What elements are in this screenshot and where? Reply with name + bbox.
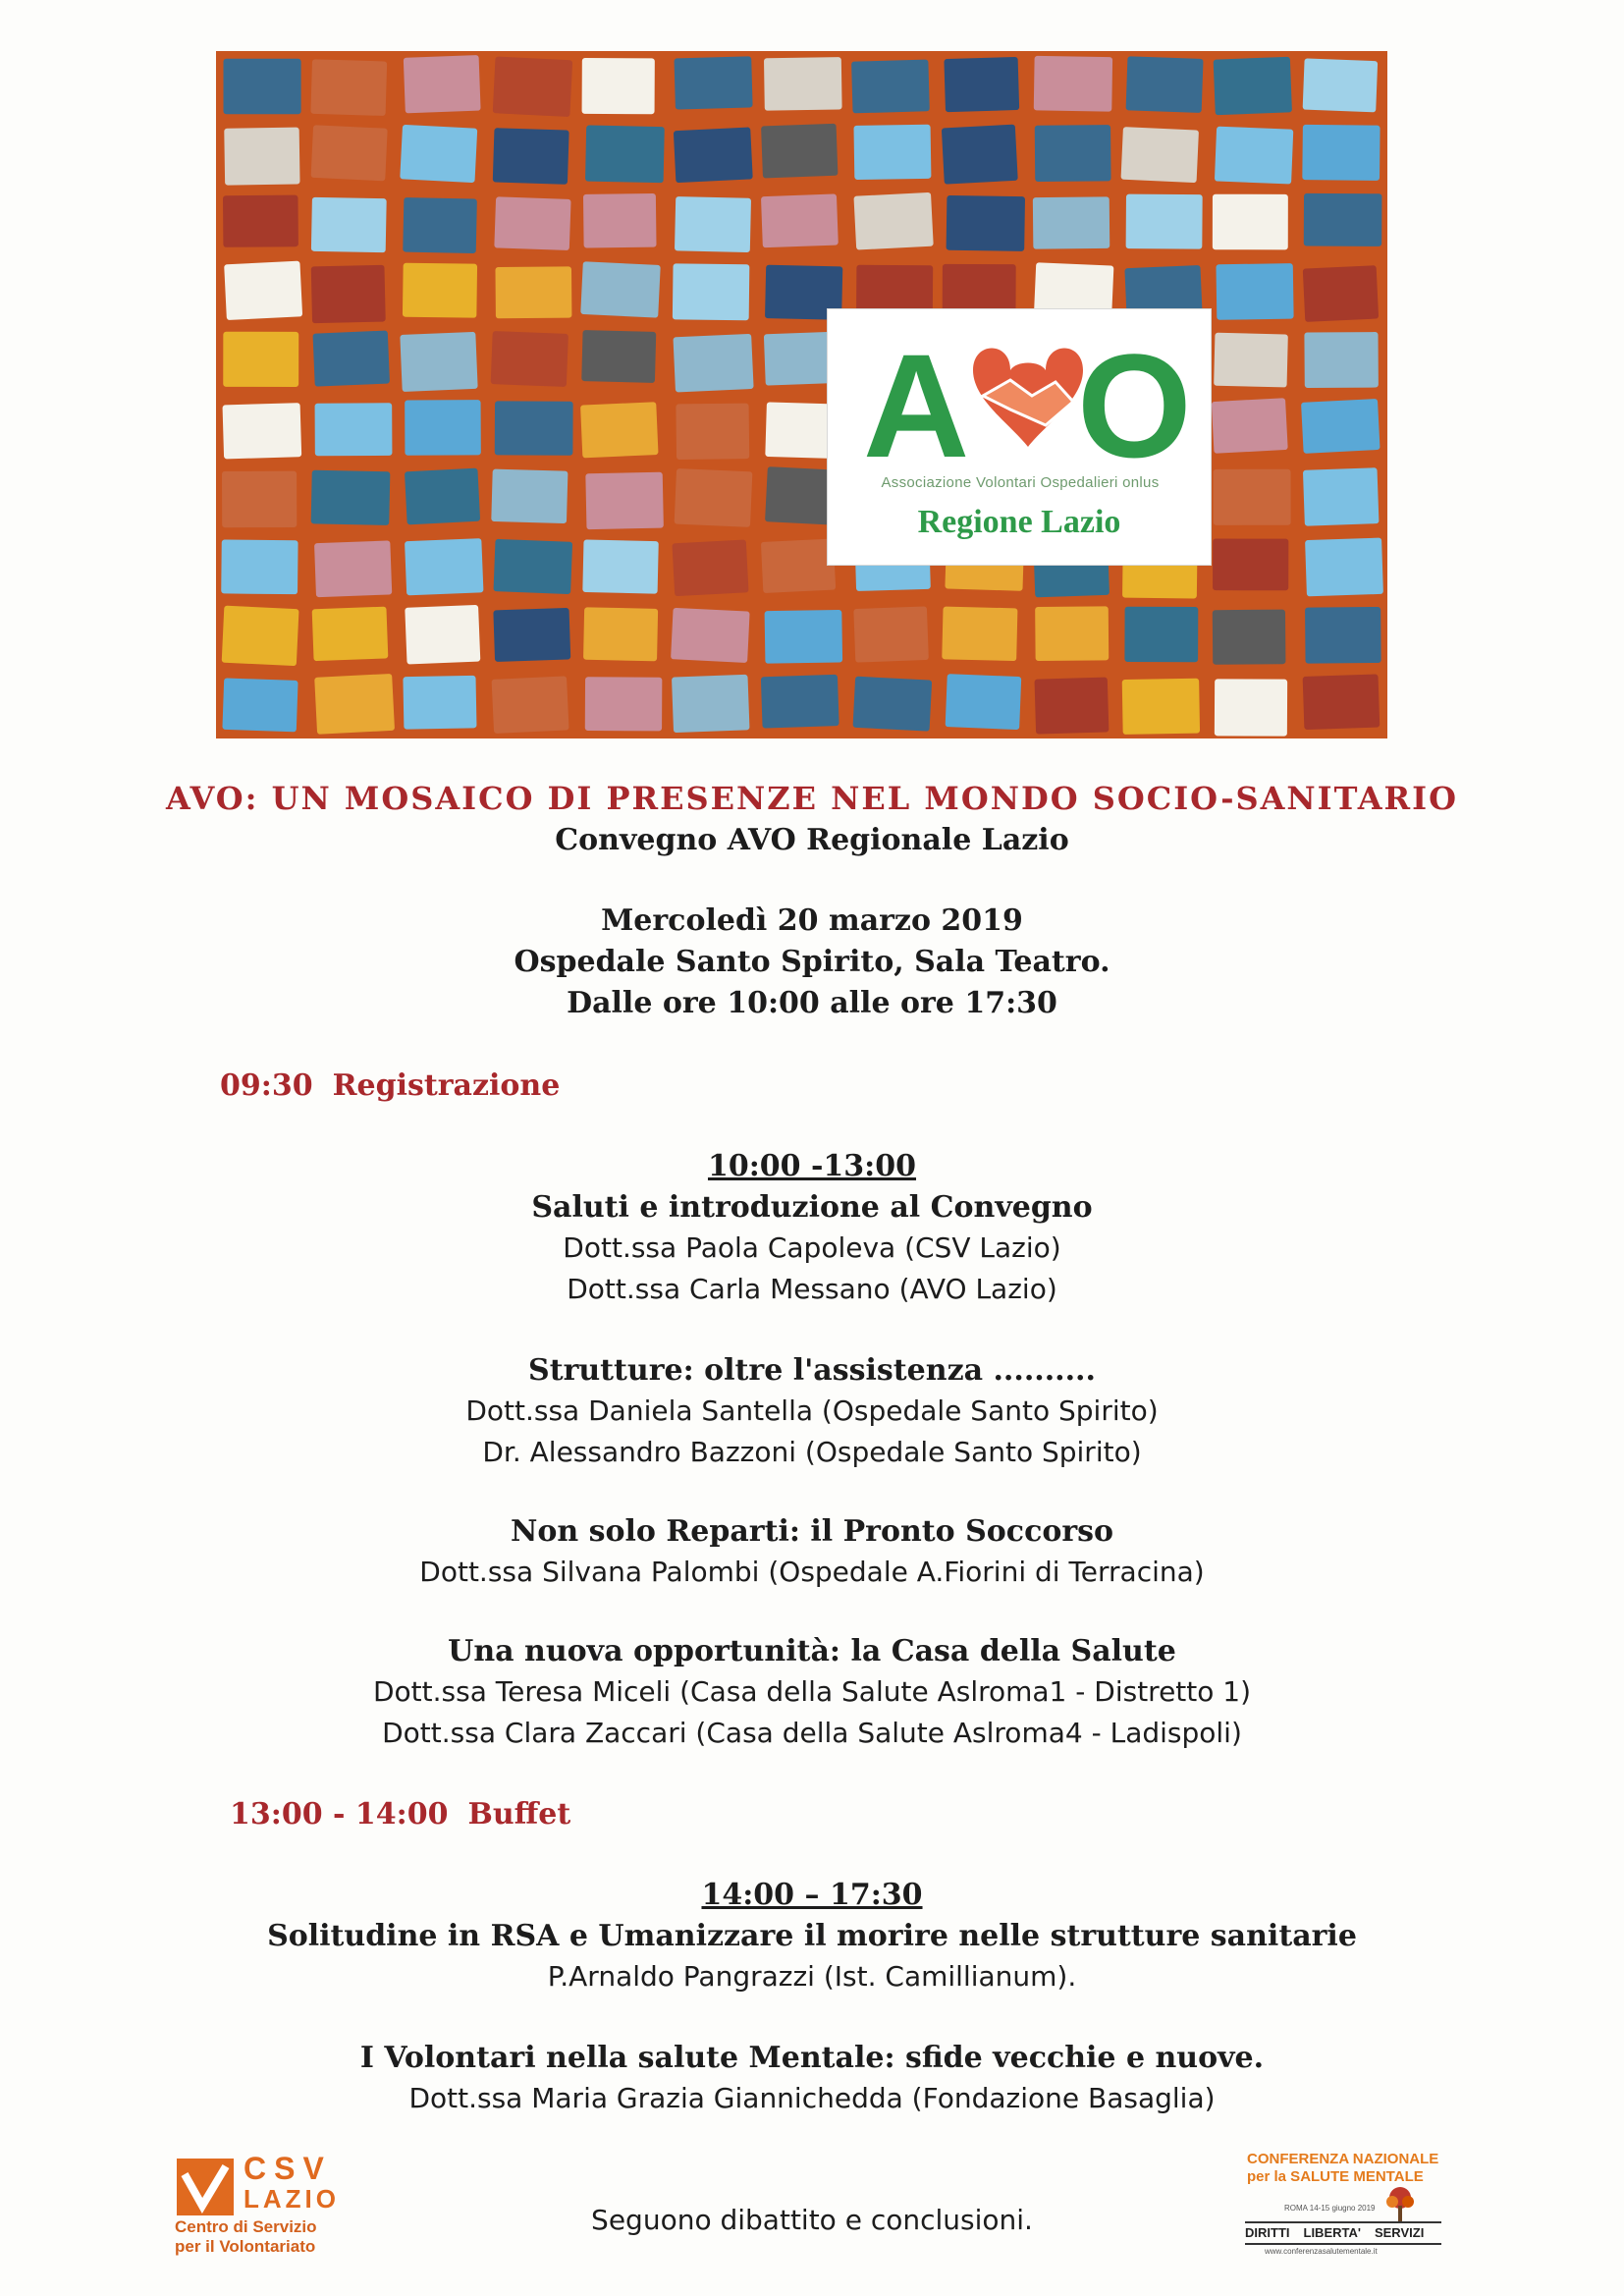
mosaic-tile xyxy=(1216,263,1293,320)
mosaic-tile xyxy=(676,404,749,461)
session-title: Solitudine in RSA e Umanizzare il morire nelle strutture sanitarie xyxy=(267,1919,1357,1953)
mosaic-tile xyxy=(672,675,750,733)
mosaic-tile xyxy=(671,608,750,663)
mosaic-tile xyxy=(851,60,930,114)
event-date: Mercoledì 20 marzo 2019 xyxy=(601,903,1023,938)
afternoon-time-range: 14:00 – 17:30 xyxy=(701,1878,923,1912)
mosaic-tile xyxy=(1126,194,1203,249)
mosaic-tile xyxy=(1302,125,1380,181)
mosaic-tile xyxy=(581,330,656,383)
session-speaker: Dott.ssa Teresa Miceli (Casa della Salute Aslroma1 - Distretto 1) xyxy=(372,1675,1252,1708)
mosaic-tile xyxy=(1124,607,1198,662)
mosaic-tile xyxy=(1303,58,1379,112)
session-speaker: P.Arnaldo Pangrazzi (Ist. Camillianum). xyxy=(547,1960,1077,1993)
closing-note: Seguono dibattito e conclusioni. xyxy=(591,2204,1033,2236)
mosaic-tile xyxy=(1212,398,1288,454)
mosaic-tile xyxy=(400,332,477,392)
mosaic-tile xyxy=(224,128,299,186)
mosaic-tile xyxy=(495,266,571,318)
mosaic-tile xyxy=(223,195,298,247)
mosaic-tile xyxy=(947,195,1025,251)
mosaic-tiles xyxy=(216,51,1387,738)
mosaic-tile xyxy=(221,539,298,594)
session-speaker: Dott.ssa Maria Grazia Giannichedda (Fondazione Basaglia) xyxy=(408,2082,1216,2114)
mosaic-tile xyxy=(761,538,836,593)
mosaic-tile xyxy=(400,125,477,183)
mosaic-tile xyxy=(761,124,838,179)
mosaic-tile xyxy=(580,402,658,458)
mosaic-tile xyxy=(1213,194,1288,250)
logo-tagline: Associazione Volontari Ospedalieri onlus xyxy=(881,474,1160,491)
mosaic-tile xyxy=(1034,678,1109,735)
mosaic-tile xyxy=(403,263,477,318)
mosaic-tile xyxy=(583,193,657,248)
mosaic-tile xyxy=(764,57,842,111)
conference-words xyxy=(1245,2221,1441,2245)
logo-region: Regione Lazio xyxy=(917,504,1121,540)
mosaic-tile xyxy=(223,332,298,387)
mosaic-tile xyxy=(494,196,570,250)
logo-letter-o: O xyxy=(1077,323,1192,488)
mosaic-tile xyxy=(674,56,752,109)
mosaic-tile xyxy=(946,674,1022,730)
mosaic-tile xyxy=(1214,469,1291,525)
conference-word: SERVIZI xyxy=(1374,2225,1425,2240)
mosaic-tile xyxy=(580,261,661,317)
session-speaker: Dott.ssa Silvana Palombi (Ospedale A.Fiorini di Terracina) xyxy=(419,1556,1205,1588)
conference-word: LIBERTA' xyxy=(1303,2225,1361,2240)
mosaic-tile xyxy=(311,265,386,323)
session-title: Strutture: oltre l'assistenza .......... xyxy=(528,1353,1096,1388)
mosaic-tile xyxy=(1122,679,1200,735)
mosaic-tile xyxy=(582,539,658,593)
mosaic-tile xyxy=(311,125,388,181)
mosaic-tile xyxy=(585,125,665,183)
mosaic-tile xyxy=(1214,333,1288,388)
mosaic-tile xyxy=(313,331,390,387)
mosaic-tile xyxy=(224,59,301,115)
mosaic-tile xyxy=(1305,607,1381,664)
mosaic-tile xyxy=(853,606,929,662)
mosaic-tile xyxy=(405,538,483,595)
session-title: I Volontari nella salute Mentale: sfide vecchie e nuove. xyxy=(359,2041,1265,2075)
mosaic-tile xyxy=(491,331,568,387)
mosaic-tile xyxy=(942,125,1018,185)
session-title: Una nuova opportunità: la Casa della Salute xyxy=(448,1634,1176,1668)
mosaic-tile xyxy=(403,676,476,730)
conference-url: www.conferenzasalutementale.it xyxy=(1265,2247,1378,2256)
conference-logo xyxy=(1245,2151,1441,2259)
mosaic-tile xyxy=(1213,610,1286,665)
session-speaker: Dott.ssa Clara Zaccari (Casa della Salute Aslroma4 - Ladispoli) xyxy=(382,1717,1242,1749)
csv-lazio-logo xyxy=(175,2153,371,2261)
mosaic-tile xyxy=(403,197,477,253)
mosaic-tile xyxy=(1303,265,1379,322)
registration-slot xyxy=(220,1068,579,1103)
mosaic-tile xyxy=(494,539,573,594)
mosaic-tile xyxy=(1214,57,1292,116)
registration-label: Registrazione xyxy=(332,1068,561,1103)
tree-icon xyxy=(1380,2186,1420,2221)
mosaic-tile xyxy=(853,125,931,180)
event-hours: Dalle ore 10:00 alle ore 17:30 xyxy=(567,986,1057,1020)
mosaic-tile xyxy=(404,55,481,113)
lunch-label: Buffet xyxy=(467,1797,571,1831)
conference-date: ROMA 14-15 giugno 2019 xyxy=(1284,2204,1376,2213)
mosaic-tile xyxy=(314,540,392,597)
mosaic-tile xyxy=(492,676,569,734)
mosaic-tile xyxy=(672,539,748,596)
mosaic-tile xyxy=(312,607,389,662)
mosaic-tile xyxy=(942,607,1017,662)
mosaic-tile xyxy=(495,401,573,455)
mosaic-tile xyxy=(1304,332,1378,388)
conference-name: CONFERENZA NAZIONALE xyxy=(1247,2151,1439,2167)
mosaic-tile xyxy=(1034,56,1112,112)
csv-desc-line: Centro di Servizio xyxy=(175,2217,317,2236)
csv-title: CSV xyxy=(244,2151,332,2186)
conference-subtitle: per la SALUTE MENTALE xyxy=(1247,2168,1424,2185)
mosaic-tile xyxy=(493,608,570,662)
mosaic-tile xyxy=(1213,539,1288,591)
lunch-time: 13:00 - 14:00 xyxy=(230,1797,449,1831)
csv-description xyxy=(175,2217,317,2257)
mosaic-tile xyxy=(1126,56,1204,113)
mosaic-tile xyxy=(1305,538,1383,597)
mosaic-tile xyxy=(222,678,298,732)
mosaic-tile xyxy=(675,468,753,527)
mosaic-tile xyxy=(493,128,569,185)
mosaic-tile xyxy=(311,470,391,525)
mosaic-tile xyxy=(675,196,751,252)
mosaic-tile xyxy=(673,334,753,393)
session-speaker: Dott.ssa Paola Capoleva (CSV Lazio) xyxy=(563,1231,1061,1264)
session-title: Non solo Reparti: il Pronto Soccorso xyxy=(510,1514,1114,1549)
mosaic-tile xyxy=(314,674,395,735)
avo-logo xyxy=(827,308,1212,566)
mosaic-tile xyxy=(1303,467,1380,526)
mosaic-tile xyxy=(222,471,297,528)
mosaic-tile xyxy=(1033,196,1110,248)
event-title: AVO: UN MOSAICO DI PRESENZE NEL MONDO SOCIO-SANITARIO xyxy=(166,780,1458,817)
mosaic-tile xyxy=(583,607,658,661)
mosaic-tile xyxy=(1301,399,1380,454)
mosaic-tile xyxy=(761,193,839,247)
logo-letter-a: A xyxy=(863,323,970,488)
mosaic-tile xyxy=(853,677,933,732)
mosaic-tile xyxy=(944,57,1019,112)
registration-time: 09:30 xyxy=(220,1068,313,1103)
mosaic-tile xyxy=(765,610,843,664)
session-speaker: Dr. Alessandro Bazzoni (Ospedale Santo Spirito) xyxy=(482,1436,1142,1468)
morning-time-range: 10:00 -13:00 xyxy=(707,1149,917,1183)
session-speaker: Dott.ssa Daniela Santella (Ospedale Santo Spirito) xyxy=(465,1394,1159,1427)
lunch-slot xyxy=(230,1797,590,1831)
mosaic-tile xyxy=(674,127,753,183)
mosaic-tile xyxy=(315,403,393,456)
mosaic-tile xyxy=(310,59,387,116)
mosaic-tile xyxy=(761,675,839,729)
session-speaker: Dott.ssa Carla Messano (AVO Lazio) xyxy=(567,1273,1057,1305)
event-subtitle: Convegno AVO Regionale Lazio xyxy=(555,823,1069,857)
csv-desc-line: per il Volontariato xyxy=(175,2237,316,2256)
mosaic-tile xyxy=(224,261,302,320)
mosaic-tile xyxy=(585,677,663,731)
mosaic-tile xyxy=(223,403,302,459)
mosaic-tile xyxy=(585,472,664,530)
mosaic-tile xyxy=(1215,679,1287,736)
mosaic-banner-image xyxy=(216,51,1387,738)
mosaic-tile xyxy=(582,58,655,114)
conference-word: DIRITTI xyxy=(1245,2225,1290,2240)
mosaic-tile xyxy=(491,469,568,524)
mosaic-tile xyxy=(1215,127,1293,185)
mosaic-tile xyxy=(1121,127,1199,183)
csv-subtitle: LAZIO xyxy=(244,2184,340,2214)
mosaic-tile xyxy=(405,468,480,525)
mosaic-tile xyxy=(493,57,572,117)
mosaic-tile xyxy=(1304,193,1382,246)
mosaic-tile xyxy=(1303,674,1380,730)
mosaic-tile xyxy=(222,606,299,667)
session-title: Saluti e introduzione al Convegno xyxy=(531,1190,1093,1225)
mosaic-tile xyxy=(673,263,749,320)
mosaic-tile xyxy=(1035,606,1109,661)
mosaic-tile xyxy=(1035,125,1111,182)
event-venue: Ospedale Santo Spirito, Sala Teatro. xyxy=(514,945,1110,979)
mosaic-tile xyxy=(853,192,933,250)
mosaic-tile xyxy=(405,400,481,456)
mosaic-tile xyxy=(405,605,480,665)
mosaic-tile xyxy=(311,197,387,252)
csv-check-icon xyxy=(175,2157,236,2217)
